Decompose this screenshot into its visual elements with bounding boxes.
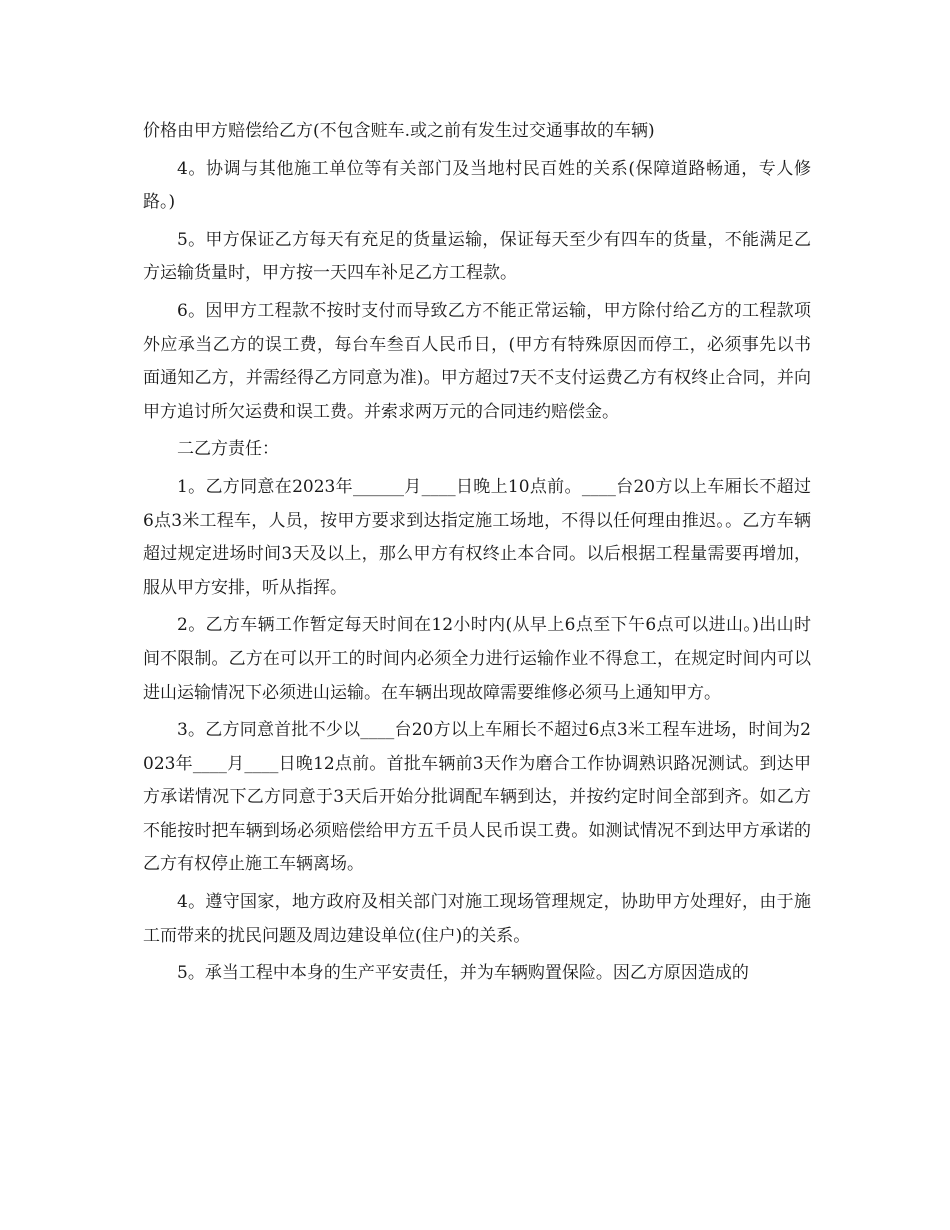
document-body	[143, 115, 811, 995]
paragraph-b-item-4: 4。遵守国家，地方政府及相关部门对施工现场管理规定，协助甲方处理好，由于施工而带来的扰民问题及周边建设单位(住户)的关系。	[143, 892, 811, 946]
paragraph-b-item-3: 3。乙方同意首批不少以____台20方以上车厢长不超过6点3米工程车进场，时间为2023年____月____日晚12点前。首批车辆前3天作为磨合工作协调熟识路况测试。到达甲方承诺情况下乙方同意于3天后开始分批调配车辆到达，并按约定时间全部到齐。如乙方不能按时把车辆到场必须赔偿给甲方五千员人民币误工费。如测试情况不到达甲方承诺的乙方有权停止施工车辆离场。	[143, 720, 811, 875]
paragraph-item-4: 4。协调与其他施工单位等有关部门及当地村民百姓的关系(保障道路畅通，专人修路。)	[143, 158, 811, 213]
paragraph-b-item-2: 2。乙方车辆工作暂定每天时间在12小时内(从早上6点至下午6点可以进山。)出山时间不限制。乙方在可以开工的时间内必须全力进行运输作业不得怠工，在规定时间内可以进山运输情况下必须进山运输。在车辆出现故障需要维修必须马上通知甲方。	[143, 615, 811, 703]
paragraph-item-6: 6。因甲方工程款不按时支付而导致乙方不能正常运输，甲方除付给乙方的工程款项外应承当乙方的误工费，每台车叁百人民币日，(甲方有特殊原因而停工，必须事先以书面通知乙方，并需经得乙方同意为准)。甲方超过7天不支付运费乙方有权终止合同，并向甲方追讨所欠运费和误工费。并索求两万元的合同违约赔偿金。	[143, 300, 811, 422]
paragraph-b-item-1: 1。乙方同意在2023年______月____日晚上10点前。____台20方以上车厢长不超过6点3米工程车，人员，按甲方要求到达指定施工场地，不得以任何理由推迟。。乙方车辆超过规定进场时间3天及以上，那么甲方有权终止本合同。以后根据工程量需要再增加，服从甲方安排，听从指挥。	[143, 476, 811, 598]
paragraph-continuation: 价格由甲方赔偿给乙方(不包含赃车.或之前有发生过交通事故的车辆)	[143, 121, 655, 141]
section-heading-party-b: 二乙方责任：	[177, 439, 279, 460]
paragraph-b-item-5: 5。承当工程中本身的生产平安责任，并为车辆购置保险。因乙方原因造成的	[177, 963, 749, 984]
paragraph-item-5: 5。甲方保证乙方每天有充足的货量运输，保证每天至少有四车的货量，不能满足乙方运输货量时，甲方按一天四车补足乙方工程款。	[143, 229, 811, 284]
